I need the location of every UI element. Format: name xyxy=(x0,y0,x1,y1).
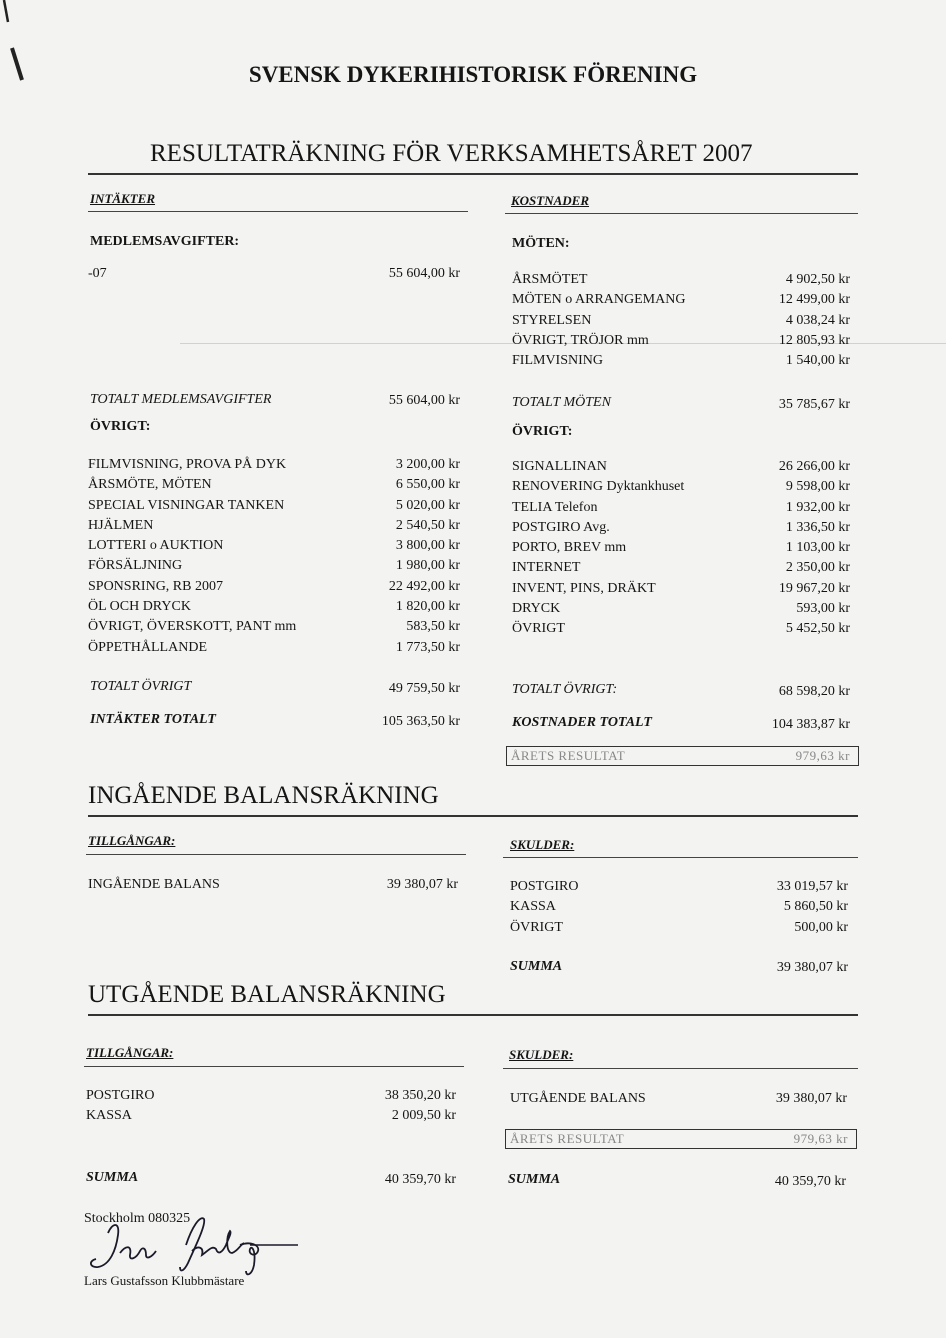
opening-liabilities-list xyxy=(510,877,848,938)
list-item xyxy=(88,577,460,597)
item-text: STYRELSEN xyxy=(512,312,592,328)
signer-name: Lars Gustafsson Klubbmästare xyxy=(84,1273,245,1288)
closing-assets-list xyxy=(86,1086,456,1127)
closing-balance-rule xyxy=(88,1014,858,1016)
item-text: INVENT, PINS, DRÄKT xyxy=(512,580,656,596)
item-text: ÖVRIGT, ÖVERSKOTT, PANT mm xyxy=(88,619,297,635)
costs-grand-total-value: 104 383,87 kr xyxy=(771,717,850,732)
item-text: 5 452,50 kr xyxy=(785,621,850,637)
costs-other-total-value: 68 598,20 kr xyxy=(778,684,850,699)
list-item xyxy=(88,496,460,516)
item-text: KASSA xyxy=(86,1108,132,1124)
item-text: TELIA Telefon xyxy=(512,499,598,515)
item-text: 1 932,00 kr xyxy=(785,499,850,515)
closing-assets-header: TILLGÅNGAR: xyxy=(86,1045,174,1060)
item-text: 2 009,50 kr xyxy=(391,1108,456,1124)
item-text: 1 336,50 kr xyxy=(785,519,850,535)
list-item xyxy=(86,1106,456,1126)
meetings-total-value: 35 785,67 kr xyxy=(778,397,850,412)
closing-liabilities-sum-label: SUMMA xyxy=(508,1172,561,1187)
closing-balance-title: UTGÅENDE BALANSRÄKNING xyxy=(88,981,446,1008)
opening-assets-rule xyxy=(86,854,466,855)
income-header-rule xyxy=(88,211,468,212)
closing-assets-rule xyxy=(84,1066,464,1067)
list-item xyxy=(512,457,850,477)
item-text: POSTGIRO xyxy=(86,1088,155,1103)
item-text: 2 540,50 kr xyxy=(395,517,460,533)
organization-name: SVENSK DYKERIHISTORISK FÖRENING xyxy=(248,62,698,87)
closing-assets-sum-value: 40 359,70 kr xyxy=(384,1172,456,1187)
list-item xyxy=(510,897,848,917)
item-text: ÖVRIGT, TRÖJOR mm xyxy=(512,332,649,348)
place-date: Stockholm 080325 xyxy=(84,1211,191,1226)
item-text: 3 800,00 kr xyxy=(395,538,460,554)
item-text: ÖPPETHÅLLANDE xyxy=(88,639,207,655)
item-text: ÖVRIGT xyxy=(512,621,565,637)
opening-balance-title: INGÅENDE BALANSRÄKNING xyxy=(88,782,439,809)
item-text: 4 902,50 kr xyxy=(785,272,850,287)
item-text: 500,00 kr xyxy=(794,919,848,935)
item-text: HJÄLMEN xyxy=(88,517,154,533)
opening-assets-list xyxy=(88,875,458,895)
item-text: 6 550,00 kr xyxy=(395,477,460,493)
list-item xyxy=(88,617,460,637)
opening-liabilities-rule xyxy=(503,857,858,858)
item-text: 22 492,00 kr xyxy=(388,578,460,594)
item-text: SIGNALLINAN xyxy=(512,459,607,474)
list-item xyxy=(512,270,850,290)
income-other-total-value: 49 759,50 kr xyxy=(388,681,460,696)
item-text: 38 350,20 kr xyxy=(384,1088,456,1103)
membership-list xyxy=(88,264,460,284)
item-text: 1 773,50 kr xyxy=(395,639,460,655)
closing-liabilities-list xyxy=(510,1089,847,1109)
item-label: -07 xyxy=(88,266,107,281)
meetings-total-label: TOTALT MÖTEN xyxy=(512,395,611,410)
item-text: UTGÅENDE BALANS xyxy=(510,1091,646,1106)
item-text: RENOVERING Dyktankhuset xyxy=(512,479,685,495)
list-item xyxy=(512,599,850,619)
item-value: 55 604,00 kr xyxy=(388,266,460,281)
item-text: LOTTERI o AUKTION xyxy=(88,538,224,554)
item-text: 3 200,00 kr xyxy=(395,457,460,472)
membership-total-value: 55 604,00 kr xyxy=(388,393,460,408)
costs-header-rule xyxy=(505,213,858,214)
annual-result-label: ÅRETS RESULTAT xyxy=(511,748,626,763)
item-text: ÅRSMÖTET xyxy=(512,272,588,287)
scan-mark xyxy=(0,0,40,110)
closing-result-label: ÅRETS RESULTAT xyxy=(510,1131,625,1146)
item-text: 5 020,00 kr xyxy=(395,497,460,513)
list-item xyxy=(512,538,850,558)
item-text: 26 266,00 kr xyxy=(778,459,850,474)
item-text: 1 980,00 kr xyxy=(395,558,460,574)
item-text: 33 019,57 kr xyxy=(776,879,848,894)
document-title: RESULTATRÄKNING FÖR VERKSAMHETSÅRET 2007 xyxy=(150,140,753,167)
item-text: ÅRSMÖTE, MÖTEN xyxy=(88,477,212,493)
item-text: FILMVISNING xyxy=(512,353,603,369)
closing-result-box xyxy=(505,1129,857,1149)
closing-liabilities-rule xyxy=(503,1068,858,1069)
item-text: FILMVISNING, PROVA PÅ DYK xyxy=(88,457,287,472)
list-item xyxy=(512,498,850,518)
income-other-heading: ÖVRIGT: xyxy=(90,419,151,434)
list-item xyxy=(512,579,850,599)
list-item xyxy=(88,875,458,895)
membership-heading: MEDLEMSAVGIFTER: xyxy=(90,234,240,249)
costs-other-total-label: TOTALT ÖVRIGT: xyxy=(512,682,618,697)
annual-result-value: 979,63 kr xyxy=(795,748,850,763)
list-item xyxy=(512,331,850,351)
list-item xyxy=(512,518,850,538)
list-item xyxy=(88,264,460,284)
item-text: 1 540,00 kr xyxy=(785,353,850,369)
title-rule xyxy=(88,173,858,175)
item-text: SPONSRING, RB 2007 xyxy=(88,578,223,594)
opening-balance-rule xyxy=(88,815,858,817)
item-text: 12 805,93 kr xyxy=(778,332,850,348)
membership-total-label: TOTALT MEDLEMSAVGIFTER xyxy=(90,392,272,407)
item-text: DRYCK xyxy=(512,601,561,617)
item-text: 4 038,24 kr xyxy=(785,312,850,328)
item-text: 39 380,07 kr xyxy=(775,1091,847,1106)
list-item xyxy=(510,918,848,938)
item-text: INGÅENDE BALANS xyxy=(88,877,220,892)
list-item xyxy=(510,1089,847,1109)
closing-liabilities-sum-value: 40 359,70 kr xyxy=(774,1174,846,1189)
list-item xyxy=(88,638,460,658)
closing-liabilities-header: SKULDER: xyxy=(509,1047,574,1062)
list-item xyxy=(88,536,460,556)
annual-result-box xyxy=(506,746,859,766)
list-item xyxy=(512,619,850,639)
item-text: 19 967,20 kr xyxy=(778,580,850,596)
income-grand-total-label: INTÄKTER TOTALT xyxy=(90,712,216,727)
item-text: POSTGIRO Avg. xyxy=(512,519,610,535)
income-other-list xyxy=(88,455,460,658)
list-item xyxy=(88,597,460,617)
item-text: 39 380,07 kr xyxy=(386,877,458,892)
list-item xyxy=(88,516,460,536)
item-text: 1 103,00 kr xyxy=(785,540,850,556)
item-text: PORTO, BREV mm xyxy=(512,540,627,556)
list-item xyxy=(512,351,850,371)
income-other-total-label: TOTALT ÖVRIGT xyxy=(90,679,192,694)
item-text: POSTGIRO xyxy=(510,879,579,894)
list-item xyxy=(88,455,460,475)
meetings-heading: MÖTEN: xyxy=(512,236,570,251)
list-item xyxy=(510,877,848,897)
opening-assets-header: TILLGÅNGAR: xyxy=(88,833,176,848)
item-text: INTERNET xyxy=(512,560,581,576)
list-item xyxy=(88,475,460,495)
item-text: SPECIAL VISNINGAR TANKEN xyxy=(88,497,285,513)
list-item xyxy=(512,558,850,578)
item-text: 9 598,00 kr xyxy=(785,479,850,495)
item-text: ÖVRIGT xyxy=(510,919,563,935)
item-text: KASSA xyxy=(510,899,556,915)
item-text: MÖTEN o ARRANGEMANG xyxy=(512,292,686,308)
income-grand-total-value: 105 363,50 kr xyxy=(381,714,460,729)
costs-other-heading: ÖVRIGT: xyxy=(512,424,573,439)
costs-grand-total-label: KOSTNADER TOTALT xyxy=(512,715,652,730)
item-text: 593,00 kr xyxy=(796,601,850,617)
item-text: FÖRSÄLJNING xyxy=(88,558,183,574)
list-item xyxy=(86,1086,456,1106)
item-text: 12 499,00 kr xyxy=(778,292,850,308)
list-item xyxy=(88,556,460,576)
opening-liabilities-header: SKULDER: xyxy=(510,837,575,852)
opening-sum-value: 39 380,07 kr xyxy=(776,960,848,975)
list-item xyxy=(512,477,850,497)
item-text: 583,50 kr xyxy=(406,619,460,635)
costs-header: KOSTNADER xyxy=(511,193,590,208)
item-text: 1 820,00 kr xyxy=(395,599,460,615)
list-item xyxy=(512,311,850,331)
list-item xyxy=(512,290,850,310)
meetings-list xyxy=(512,270,850,371)
opening-sum-label: SUMMA xyxy=(510,959,563,974)
costs-other-list xyxy=(512,457,850,640)
income-header: INTÄKTER xyxy=(90,191,156,206)
item-text: 2 350,00 kr xyxy=(785,560,850,576)
closing-assets-sum-label: SUMMA xyxy=(86,1170,139,1185)
closing-result-value: 979,63 kr xyxy=(793,1131,848,1146)
item-text: 5 860,50 kr xyxy=(783,899,848,915)
item-text: ÖL OCH DRYCK xyxy=(88,599,191,615)
